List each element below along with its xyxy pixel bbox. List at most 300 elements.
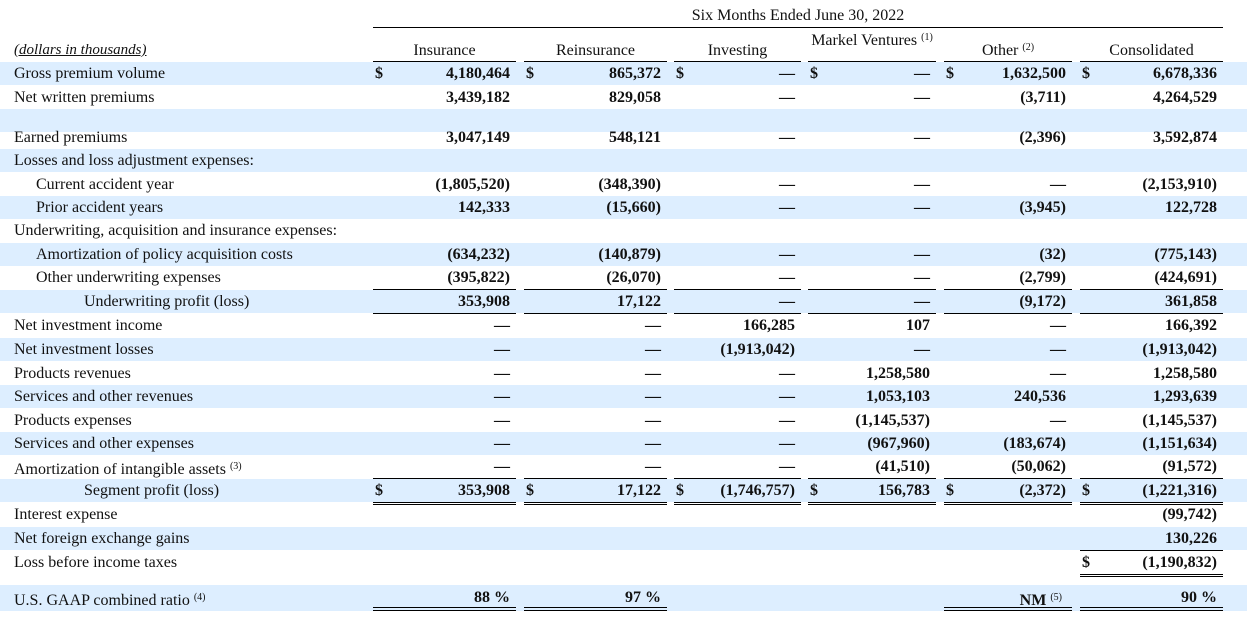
value-cell — [944, 243, 1066, 266]
row-label-text: Other underwriting expenses — [36, 269, 221, 286]
value-text: 17,122 — [617, 293, 661, 310]
column-header-label: Consolidated — [1109, 42, 1194, 59]
value-text: — — [645, 365, 661, 382]
table-rule — [1080, 574, 1223, 575]
value-text: — — [914, 293, 930, 310]
value-cell — [944, 479, 1066, 502]
currency-symbol: $ — [375, 482, 383, 499]
value-text: — — [494, 412, 510, 429]
table-rule — [808, 478, 936, 479]
value-text: (9,172) — [1019, 293, 1066, 310]
value-text: — — [1050, 365, 1066, 382]
value-text: — — [645, 412, 661, 429]
table-row — [0, 338, 1247, 361]
table-rule — [1080, 313, 1223, 314]
value-text: 829,058 — [609, 89, 661, 106]
value-text: 166,392 — [1165, 317, 1217, 334]
column-header-6 — [1080, 42, 1223, 60]
value-text: 6,678,336 — [1153, 65, 1217, 82]
value-text: — — [914, 65, 930, 82]
table-row — [0, 62, 1247, 85]
table-rule — [524, 289, 667, 290]
value-cell — [808, 385, 930, 408]
value-cell — [1080, 362, 1217, 385]
value-cell — [944, 338, 1066, 361]
row-label — [36, 196, 163, 219]
table-row — [0, 551, 1247, 574]
value-cell — [674, 62, 795, 85]
value-text: (3,945) — [1019, 199, 1066, 216]
value-cell — [524, 62, 661, 85]
value-text: (2,396) — [1019, 129, 1066, 146]
row-label-text: Current accident year — [36, 176, 174, 193]
value-cell — [674, 479, 795, 502]
value-text: 3,047,149 — [446, 129, 510, 146]
value-text: (3,711) — [1020, 89, 1066, 106]
value-text: (15,660) — [606, 199, 661, 216]
units-label: (dollars in thousands) — [14, 42, 147, 58]
value-text: — — [645, 458, 661, 475]
row-label — [84, 290, 249, 313]
table-rule — [808, 313, 936, 314]
value-text: 107 — [906, 317, 930, 334]
value-text: — — [645, 341, 661, 358]
table-row — [0, 196, 1247, 219]
table-row — [0, 362, 1247, 385]
value-cell — [674, 173, 795, 196]
table-rule — [1080, 607, 1223, 608]
row-label-text: Net foreign exchange gains — [14, 530, 190, 547]
value-cell — [944, 266, 1066, 289]
value-cell — [373, 243, 510, 266]
value-cell — [808, 479, 930, 502]
value-text: — — [645, 388, 661, 405]
value-text: — — [779, 129, 795, 146]
value-cell — [1080, 338, 1217, 361]
table-row — [0, 290, 1247, 313]
value-cell — [373, 173, 510, 196]
value-cell — [674, 385, 795, 408]
value-cell — [944, 314, 1066, 337]
value-text: 88 % — [474, 589, 510, 606]
value-cell — [808, 338, 930, 361]
value-text: — — [779, 293, 795, 310]
value-cell — [674, 432, 795, 455]
row-label-text: Services and other expenses — [14, 435, 194, 452]
value-cell — [524, 266, 661, 289]
value-cell — [674, 314, 795, 337]
value-text: 4,264,529 — [1153, 89, 1217, 106]
value-cell — [524, 409, 661, 432]
value-cell — [1080, 385, 1217, 408]
value-cell — [674, 455, 795, 478]
column-header-label: Other — [981, 42, 1019, 59]
value-cell — [808, 126, 930, 149]
row-label — [14, 385, 193, 408]
value-cell — [373, 362, 510, 385]
value-text: 142,333 — [458, 199, 510, 216]
table-row — [0, 86, 1247, 109]
value-text: 1,293,639 — [1153, 388, 1217, 405]
table-row — [0, 126, 1247, 149]
value-text: — — [494, 341, 510, 358]
table-rule — [944, 289, 1072, 290]
value-cell — [373, 385, 510, 408]
table-rule — [373, 313, 516, 314]
row-label — [14, 362, 131, 385]
row-label-text: Earned premiums — [14, 129, 128, 146]
value-text: 361,858 — [1165, 293, 1217, 310]
table-rule — [944, 607, 1072, 608]
table-rule — [1080, 550, 1223, 551]
table-rule — [674, 504, 801, 505]
table-rule — [1080, 576, 1223, 577]
value-text: 3,592,874 — [1153, 129, 1217, 146]
value-text: 17,122 — [617, 482, 661, 499]
row-label-text: U.S. GAAP combined ratio — [14, 592, 190, 609]
row-label-text: Services and other revenues — [14, 388, 194, 405]
table-row — [0, 173, 1247, 196]
row-label-text: Gross premium volume — [14, 65, 166, 82]
value-cell — [944, 409, 1066, 432]
value-text: 240,536 — [1014, 388, 1066, 405]
value-text: — — [494, 458, 510, 475]
value-cell — [373, 479, 510, 502]
table-rule — [808, 502, 936, 503]
table-rule — [674, 289, 801, 290]
value-cell — [808, 455, 930, 478]
value-cell — [674, 126, 795, 149]
value-text: — — [494, 388, 510, 405]
value-text: (1,221,316) — [1142, 482, 1217, 499]
table-rule — [373, 502, 516, 503]
column-header-label: Reinsurance — [555, 42, 636, 59]
row-label — [36, 173, 174, 196]
value-cell — [674, 409, 795, 432]
table-rule — [674, 313, 801, 314]
value-cell — [808, 62, 930, 85]
value-text: — — [494, 317, 510, 334]
table-row — [0, 432, 1247, 455]
value-text: (634,232) — [447, 246, 510, 263]
value-text: — — [494, 365, 510, 382]
value-cell — [1080, 86, 1217, 109]
value-cell — [373, 266, 510, 289]
value-text: 90 % — [1181, 589, 1217, 606]
value-text: (2,372) — [1019, 482, 1066, 499]
value-text: (1,746,757) — [720, 482, 795, 499]
row-label-text: Interest expense — [14, 506, 118, 523]
row-label — [14, 338, 154, 361]
value-text: (1,151,634) — [1142, 435, 1217, 452]
value-cell — [944, 432, 1066, 455]
value-cell — [1080, 62, 1217, 85]
value-cell — [1080, 196, 1217, 219]
row-label-text: Underwriting, acquisition and insurance expenses: — [14, 222, 338, 239]
value-cell — [524, 290, 661, 313]
value-text: — — [914, 269, 930, 286]
value-text: — — [914, 246, 930, 263]
value-text: (424,691) — [1154, 269, 1217, 286]
table-row — [0, 409, 1247, 432]
value-cell — [524, 455, 661, 478]
table-rule — [373, 610, 516, 611]
value-cell — [944, 126, 1066, 149]
currency-symbol: $ — [946, 482, 954, 499]
table-rule — [524, 502, 667, 503]
column-header-footnote: (2) — [1022, 42, 1035, 53]
row-label — [14, 551, 177, 574]
value-cell — [808, 266, 930, 289]
table-rule — [524, 478, 667, 479]
value-text: (1,805,520) — [435, 176, 510, 193]
currency-symbol: $ — [1082, 65, 1090, 82]
table-rule — [944, 313, 1072, 314]
table-rule — [373, 478, 516, 479]
value-cell — [1080, 551, 1217, 574]
value-cell — [1080, 314, 1217, 337]
value-text: (2,799) — [1019, 269, 1066, 286]
value-text: — — [779, 388, 795, 405]
table-rule — [373, 289, 516, 290]
value-cell — [944, 290, 1066, 313]
row-label-text: Loss before income taxes — [14, 554, 178, 571]
currency-symbol: $ — [375, 65, 383, 82]
value-text: 865,372 — [609, 65, 661, 82]
value-text: 1,258,580 — [866, 365, 930, 382]
row-label-text: Amortization of intangible assets — [14, 461, 226, 478]
column-header-label: Markel Ventures — [811, 32, 918, 49]
table-rule — [1080, 289, 1223, 290]
value-cell — [944, 62, 1066, 85]
table-row — [0, 527, 1247, 550]
table-rule — [944, 478, 1072, 479]
value-cell — [944, 86, 1066, 109]
row-footnote: (4) — [193, 592, 206, 603]
value-cell — [944, 362, 1066, 385]
value-text: (50,062) — [1011, 458, 1066, 475]
value-text: — — [1050, 412, 1066, 429]
table-rule — [808, 289, 936, 290]
value-text: (1,145,537) — [1142, 412, 1217, 429]
table-rule — [674, 502, 801, 503]
table-rule — [808, 504, 936, 505]
value-text: (140,879) — [598, 246, 661, 263]
value-text: 122,728 — [1165, 199, 1217, 216]
value-text: (1,190,832) — [1142, 554, 1217, 571]
value-cell — [524, 314, 661, 337]
table-rule — [373, 607, 516, 608]
row-label-text: Net investment losses — [14, 341, 154, 358]
table-rule — [944, 610, 1072, 611]
value-text: — — [779, 412, 795, 429]
value-cell — [944, 173, 1066, 196]
value-text: 1,632,500 — [1002, 65, 1066, 82]
value-footnote: (5) — [1050, 592, 1062, 603]
value-cell — [373, 338, 510, 361]
value-text: (26,070) — [606, 269, 661, 286]
row-label-text: Segment profit (loss) — [84, 482, 220, 499]
value-text: (348,390) — [598, 176, 661, 193]
value-cell — [524, 173, 661, 196]
row-label — [36, 266, 221, 289]
table-rule — [1080, 502, 1223, 503]
column-header-2 — [524, 42, 667, 60]
table-row — [0, 266, 1247, 289]
value-text: 4,180,464 — [446, 65, 510, 82]
currency-symbol: $ — [526, 482, 534, 499]
table-rule — [524, 504, 667, 505]
value-text: (967,960) — [867, 435, 930, 452]
row-label — [14, 409, 132, 432]
value-text: — — [645, 435, 661, 452]
value-cell — [808, 409, 930, 432]
value-text: (2,153,910) — [1142, 176, 1217, 193]
value-cell — [808, 196, 930, 219]
period-header-rule — [373, 27, 1223, 28]
value-cell — [808, 314, 930, 337]
value-text: — — [779, 65, 795, 82]
row-label — [14, 503, 118, 526]
row-label-text: Prior accident years — [36, 199, 164, 216]
table-rule — [944, 502, 1072, 503]
value-cell — [524, 338, 661, 361]
column-header-1 — [373, 42, 516, 60]
row-label-text: Amortization of policy acquisition costs — [36, 246, 293, 263]
value-cell — [1080, 266, 1217, 289]
currency-symbol: $ — [946, 65, 954, 82]
value-text: (1,145,537) — [855, 412, 930, 429]
currency-symbol: $ — [676, 65, 684, 82]
row-label — [14, 432, 194, 455]
row-label — [14, 527, 189, 550]
value-cell — [524, 126, 661, 149]
value-cell — [674, 86, 795, 109]
value-text: 1,258,580 — [1153, 365, 1217, 382]
value-cell — [524, 432, 661, 455]
row-label — [14, 455, 242, 478]
column-header-label: Insurance — [413, 42, 476, 59]
value-text: — — [779, 269, 795, 286]
column-header-4 — [808, 32, 936, 50]
value-cell — [373, 126, 510, 149]
value-text: — — [779, 246, 795, 263]
column-header-label: Investing — [707, 42, 768, 59]
value-cell — [1080, 409, 1217, 432]
value-cell — [808, 86, 930, 109]
value-cell — [674, 266, 795, 289]
value-cell — [1080, 243, 1217, 266]
value-text: (32) — [1039, 246, 1066, 263]
value-text: 548,121 — [609, 129, 661, 146]
period-header: Six Months Ended June 30, 2022 — [691, 7, 905, 24]
value-text: — — [1050, 176, 1066, 193]
row-label-text: Products expenses — [14, 412, 132, 429]
value-text: (91,572) — [1162, 458, 1217, 475]
value-cell — [524, 196, 661, 219]
column-header-5 — [944, 42, 1072, 60]
column-header-footnote: (1) — [921, 32, 933, 43]
value-cell — [1080, 126, 1217, 149]
currency-symbol: $ — [676, 482, 684, 499]
row-label — [14, 585, 206, 611]
value-cell — [1080, 503, 1217, 526]
value-text: — — [914, 129, 930, 146]
value-cell — [1080, 173, 1217, 196]
value-cell — [524, 362, 661, 385]
table-rule — [1080, 610, 1223, 611]
value-text: — — [779, 89, 795, 106]
value-cell — [1080, 527, 1217, 550]
value-cell — [808, 362, 930, 385]
value-text: (775,143) — [1154, 246, 1217, 263]
value-cell — [674, 196, 795, 219]
value-cell — [373, 290, 510, 313]
value-cell — [674, 362, 795, 385]
value-text: — — [914, 341, 930, 358]
value-cell — [808, 290, 930, 313]
value-cell — [524, 479, 661, 502]
value-cell — [944, 385, 1066, 408]
value-text: 1,053,103 — [866, 388, 930, 405]
value-text: — — [914, 176, 930, 193]
currency-symbol: $ — [810, 65, 818, 82]
row-label — [14, 126, 127, 149]
value-text: — — [1050, 317, 1066, 334]
value-text: — — [779, 365, 795, 382]
value-cell — [808, 432, 930, 455]
currency-symbol: $ — [1082, 482, 1090, 499]
value-text: 97 % — [625, 589, 661, 606]
table-rule — [524, 610, 667, 611]
value-text: 156,783 — [878, 482, 930, 499]
value-text: — — [779, 458, 795, 475]
table-row — [0, 385, 1247, 408]
currency-symbol: $ — [810, 482, 818, 499]
value-text: — — [779, 176, 795, 193]
value-cell — [674, 290, 795, 313]
currency-symbol: $ — [1082, 554, 1090, 571]
table-row — [0, 479, 1247, 502]
row-label-text: Losses and loss adjustment expenses: — [14, 152, 254, 169]
table-rule — [1080, 504, 1223, 505]
currency-symbol: $ — [526, 65, 534, 82]
value-text: NM — [1019, 592, 1047, 609]
row-label-text: Net investment income — [14, 317, 163, 334]
table-row — [0, 314, 1247, 337]
table-rule — [674, 478, 801, 479]
value-cell — [524, 86, 661, 109]
row-label — [84, 479, 219, 502]
value-cell — [373, 196, 510, 219]
row-label — [14, 149, 254, 172]
row-label-text: Net written premiums — [14, 89, 155, 106]
value-cell — [1080, 290, 1217, 313]
value-text: 3,439,182 — [446, 89, 510, 106]
row-label — [14, 314, 162, 337]
value-text: — — [1050, 341, 1066, 358]
value-text: — — [779, 435, 795, 452]
value-text: 166,285 — [743, 317, 795, 334]
value-cell — [524, 243, 661, 266]
value-text: (395,822) — [447, 269, 510, 286]
value-text: (41,510) — [875, 458, 930, 475]
row-label-text: Underwriting profit (loss) — [84, 293, 250, 310]
value-text: — — [645, 317, 661, 334]
value-text: — — [914, 199, 930, 216]
table-rule — [1080, 478, 1223, 479]
value-text: 353,908 — [458, 293, 510, 310]
